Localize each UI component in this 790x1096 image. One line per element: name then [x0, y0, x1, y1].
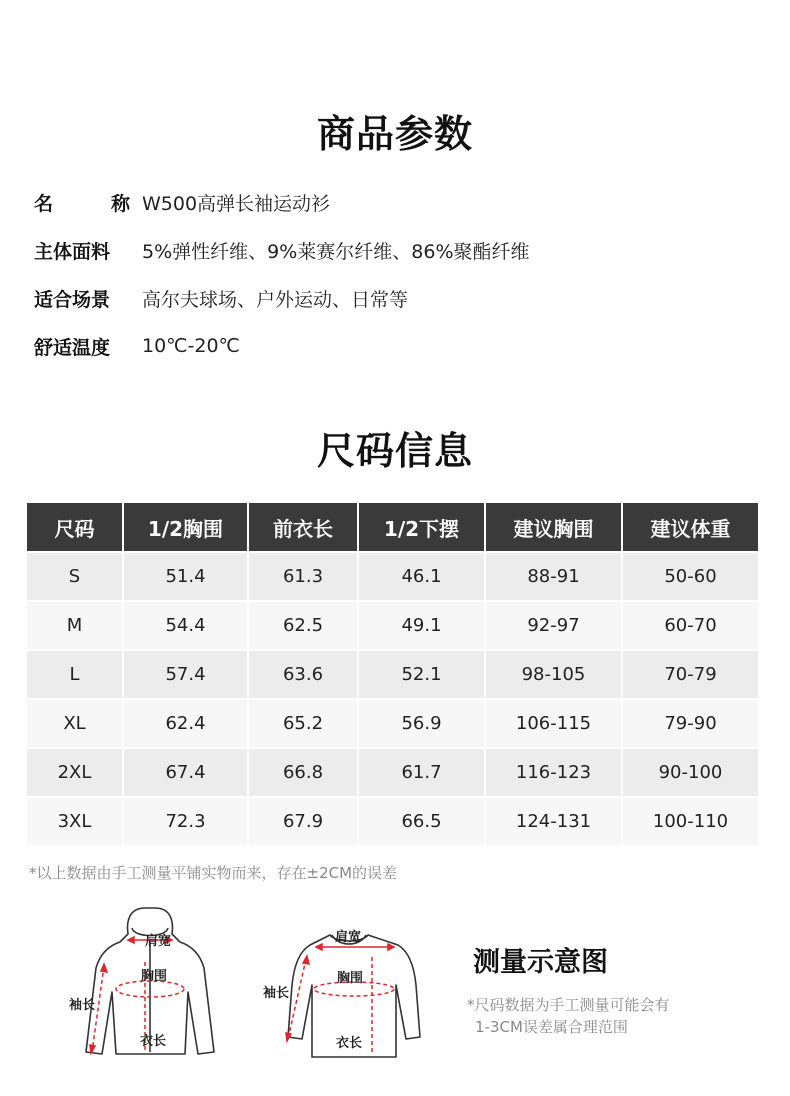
param-row — [34, 331, 240, 361]
table-cell: 60-70 — [622, 601, 758, 650]
table-cell: S — [27, 552, 123, 601]
table-cell: 61.7 — [358, 748, 485, 797]
table-cell: 65.2 — [248, 699, 358, 748]
hoodie-shoulder-label: 肩宽 — [145, 934, 172, 949]
shirt-shoulder-label: 肩宽 — [335, 930, 362, 945]
column-header: 建议胸围 — [485, 503, 622, 552]
table-row — [27, 552, 758, 601]
param-value: W500高弹长袖运动衫 — [142, 192, 331, 215]
param-label — [34, 333, 130, 360]
param-label-text: 适合场景 — [34, 288, 111, 311]
param-label — [34, 285, 130, 312]
table-cell: 51.4 — [123, 552, 248, 601]
shirt-sleeve-label: 袖长 — [263, 986, 290, 1001]
column-header: 尺码 — [27, 503, 123, 552]
table-cell: 61.3 — [248, 552, 358, 601]
param-row — [34, 187, 330, 217]
column-header: 前衣长 — [248, 503, 358, 552]
param-label-text: 名 — [34, 192, 54, 215]
param-value: 5%弹性纤维、9%莱赛尔纤维、86%聚酯纤维 — [142, 240, 530, 263]
param-row — [34, 283, 408, 313]
param-value: 10℃-20℃ — [142, 335, 240, 357]
table-row — [27, 797, 758, 845]
table-cell: 98-105 — [485, 650, 622, 699]
table-cell: 66.8 — [248, 748, 358, 797]
table-cell: 124-131 — [485, 797, 622, 845]
table-cell: 116-123 — [485, 748, 622, 797]
size-table — [27, 503, 758, 845]
param-row — [34, 235, 530, 265]
table-cell: 88-91 — [485, 552, 622, 601]
table-cell: 57.4 — [123, 650, 248, 699]
column-header: 建议体重 — [622, 503, 758, 552]
table-cell: 62.5 — [248, 601, 358, 650]
table-row — [27, 748, 758, 797]
measure-note-line1: *尺码数据为手工测量可能会有 — [467, 996, 670, 1014]
shirt-length-label: 衣长 — [336, 1036, 363, 1051]
column-header: 1/2胸围 — [123, 503, 248, 552]
measure-note — [467, 994, 767, 1038]
table-cell: 52.1 — [358, 650, 485, 699]
table-cell: 2XL — [27, 748, 123, 797]
table-cell: 79-90 — [622, 699, 758, 748]
column-header: 1/2下摆 — [358, 503, 485, 552]
table-cell: 63.6 — [248, 650, 358, 699]
size-info-title: 尺码信息 — [316, 429, 473, 473]
hoodie-length-label: 衣长 — [140, 1034, 167, 1049]
table-cell: 100-110 — [622, 797, 758, 845]
param-label-text: 主体面料 — [34, 240, 111, 263]
table-cell: 67.9 — [248, 797, 358, 845]
table-cell: L — [27, 650, 123, 699]
table-cell: 50-60 — [622, 552, 758, 601]
table-row — [27, 699, 758, 748]
table-cell: 46.1 — [358, 552, 485, 601]
param-label — [34, 189, 130, 216]
table-cell: 49.1 — [358, 601, 485, 650]
table-cell: 62.4 — [123, 699, 248, 748]
table-cell: 106-115 — [485, 699, 622, 748]
table-row — [27, 650, 758, 699]
table-cell: 67.4 — [123, 748, 248, 797]
hoodie-chest-label: 胸围 — [141, 969, 168, 984]
table-cell: XL — [27, 699, 123, 748]
param-label-text: 称 — [110, 192, 130, 215]
table-cell: 90-100 — [622, 748, 758, 797]
table-cell: 70-79 — [622, 650, 758, 699]
table-cell: 66.5 — [358, 797, 485, 845]
table-cell: 92-97 — [485, 601, 622, 650]
table-cell: M — [27, 601, 123, 650]
size-note: *以上数据由手工测量平铺实物而来，存在±2CM的误差 — [29, 864, 398, 882]
param-label-text: 舒适温度 — [34, 336, 111, 359]
size-table-header — [27, 503, 758, 552]
table-cell: 54.4 — [123, 601, 248, 650]
param-value: 高尔夫球场、户外运动、日常等 — [142, 288, 409, 311]
shirt-chest-label: 胸围 — [337, 971, 364, 986]
product-params-title: 商品参数 — [316, 112, 473, 156]
table-row — [27, 601, 758, 650]
table-cell: 72.3 — [123, 797, 248, 845]
measure-note-line2: 1-3CM误差属合理范围 — [475, 1018, 628, 1036]
table-cell: 3XL — [27, 797, 123, 845]
table-cell: 56.9 — [358, 699, 485, 748]
measure-diagram-title: 测量示意图 — [473, 947, 608, 978]
param-label — [34, 237, 130, 264]
hoodie-sleeve-label: 袖长 — [69, 998, 96, 1013]
